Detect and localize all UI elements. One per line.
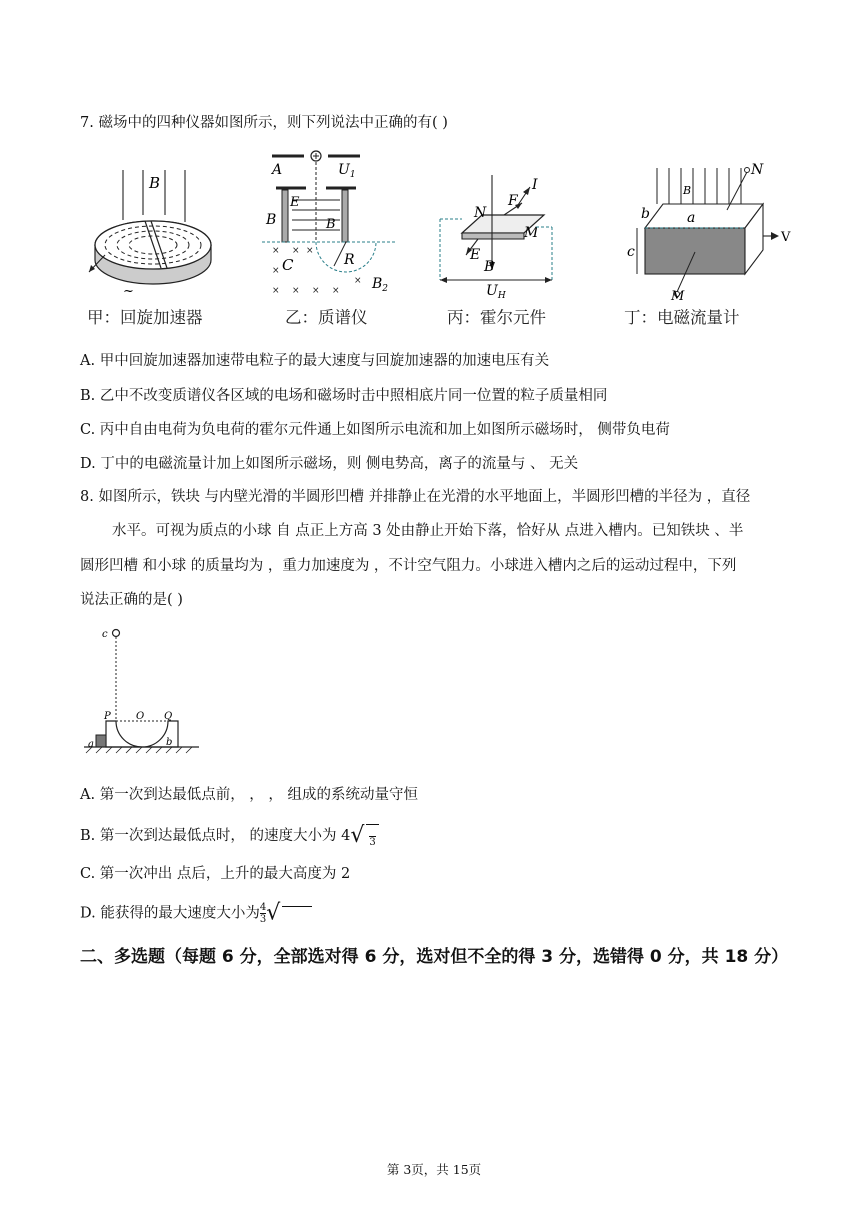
q8-option-d: D. 能获得的最大速度大小为 $\frac{4}{3}$ √: [80, 902, 312, 925]
svg-text:~: ~: [123, 284, 134, 299]
q8-stem-line-1: 8. 如图所示，铁块 与内壁光滑的半圆形凹槽 并排静止在光滑的水平地面上，半圆形凹槽的半径为 ，直径: [80, 489, 751, 505]
mass-spectrometer-figure: [262, 148, 402, 298]
hall-label-u: U: [486, 283, 498, 299]
q8-option-d-text: D. 能获得的最大速度大小为: [80, 905, 260, 922]
svg-text:×: ×: [272, 266, 280, 276]
hall-label-e: E: [470, 247, 481, 263]
q8-label-o: O: [136, 711, 145, 722]
flowmeter-label-n: N: [751, 162, 764, 178]
q8-label-b: b: [166, 737, 173, 748]
q8-stem-line-2: 水平。可视为质点的小球 自 点正上方高 3 处由静止开始下落，恰好从 点进入槽内。已知铁块 、半: [112, 523, 744, 539]
q8-label-q: Q: [164, 711, 173, 722]
caption-hall-element: 丙：霍尔元件: [447, 308, 546, 327]
hall-label-m: M: [524, 225, 539, 241]
hall-element-figure: [432, 175, 562, 300]
q8-option-b-text: B. 第一次到达最低点时， 的速度大小为 4: [80, 828, 351, 844]
spectrometer-label-u1-sub: 1: [349, 170, 356, 180]
q8-stem-line-3: 圆形凹槽 和小球 的质量均为 ，重力加速度为 ，不计空气阻力。小球进入槽内之后的运动过程中，下列: [80, 558, 737, 574]
svg-text:×: ×: [272, 286, 280, 296]
hall-label-b: B: [484, 259, 495, 275]
spectrometer-label-a: A: [272, 162, 283, 178]
spectrometer-label-e: E: [290, 195, 300, 210]
spectrometer-label-b-inner: B: [326, 217, 336, 232]
q8-option-c: C. 第一次冲出 点后，上升的最大高度为 2: [80, 866, 351, 882]
q7-option-d: D. 丁中的电磁流量计加上如图所示磁场，则 侧电势高，离子的流量与 、 无关: [80, 456, 579, 472]
spectrometer-label-b2: B: [372, 276, 383, 292]
q7-stem: 7. 磁场中的四种仪器如图所示，则下列说法中正确的有( ): [80, 115, 448, 131]
spectrometer-label-c: C: [282, 256, 294, 274]
q8-label-c: c: [102, 629, 108, 640]
flowmeter-label-m: M: [671, 289, 685, 304]
q8-option-a: A. 第一次到达最低点前， ， ， 组成的系统动量守恒: [80, 787, 419, 803]
svg-text:×: ×: [306, 246, 314, 256]
flowmeter-label-v: V: [781, 230, 791, 245]
caption-cyclotron: 甲：回旋加速器: [87, 308, 203, 327]
caption-mass-spectrometer: 乙：质谱仪: [285, 308, 368, 327]
q8-option-d-denominator: 3: [259, 914, 267, 925]
svg-text:B2: [371, 276, 388, 294]
svg-text:×: ×: [332, 286, 340, 296]
svg-text:×: ×: [292, 246, 300, 256]
cyclotron-figure: [85, 160, 220, 299]
section-2-title: 二、多选题（每题 6 分，全部选对得 6 分，选对但不全的得 3 分，选错得 0 分，共 18 分）: [80, 947, 789, 967]
spectrometer-label-u1: U: [338, 162, 350, 178]
hall-label-i: I: [532, 177, 538, 193]
hall-label-f: F: [508, 193, 518, 209]
svg-text:×: ×: [354, 276, 362, 286]
flowmeter-label-c: c: [627, 244, 635, 260]
flowmeter-label-b-field: B: [683, 184, 692, 197]
q8-stem-line-4: 说法正确的是( ): [80, 592, 183, 608]
svg-text:U1: [338, 162, 356, 180]
q7-option-c: C. 丙中自由电荷为负电荷的霍尔元件通上如图所示电流和加上如图所示磁场时， 侧带负电荷: [80, 422, 670, 438]
q7-option-a: A. 甲中回旋加速器加速带电粒子的最大速度与回旋加速器的加速电压有关: [80, 353, 550, 369]
q8-label-a: a: [88, 739, 94, 750]
q8-option-b: B. 第一次到达最低点时， 的速度大小为 4√ 3: [80, 824, 379, 848]
hall-label-u-sub: H: [497, 291, 506, 301]
spectrometer-label-r: R: [344, 252, 355, 268]
q8-figure: [84, 625, 204, 765]
svg-text:×: ×: [292, 286, 300, 296]
caption-flowmeter: 丁：电磁流量计: [624, 308, 740, 327]
q8-option-b-denominator: 3: [369, 837, 376, 848]
flowmeter-figure: [625, 160, 791, 304]
page-number: 第 3页，共 15页: [386, 1162, 482, 1177]
svg-text:×: ×: [272, 246, 280, 256]
q7-option-b: B. 乙中不改变质谱仪各区域的电场和磁场时击中照相底片同一位置的粒子质量相同: [80, 388, 608, 404]
cyclotron-label-b: B: [149, 174, 161, 192]
spectrometer-label-b: B: [266, 212, 277, 228]
q8-label-p: P: [104, 711, 111, 722]
q8-option-d-numerator: 4: [259, 902, 267, 913]
flowmeter-label-a: a: [687, 210, 696, 226]
hall-label-n: N: [474, 205, 487, 221]
svg-text:UH: [486, 283, 506, 301]
spectrometer-label-b2-sub: 2: [382, 284, 389, 294]
svg-text:×: ×: [312, 286, 320, 296]
flowmeter-label-b-small: b: [641, 206, 650, 222]
